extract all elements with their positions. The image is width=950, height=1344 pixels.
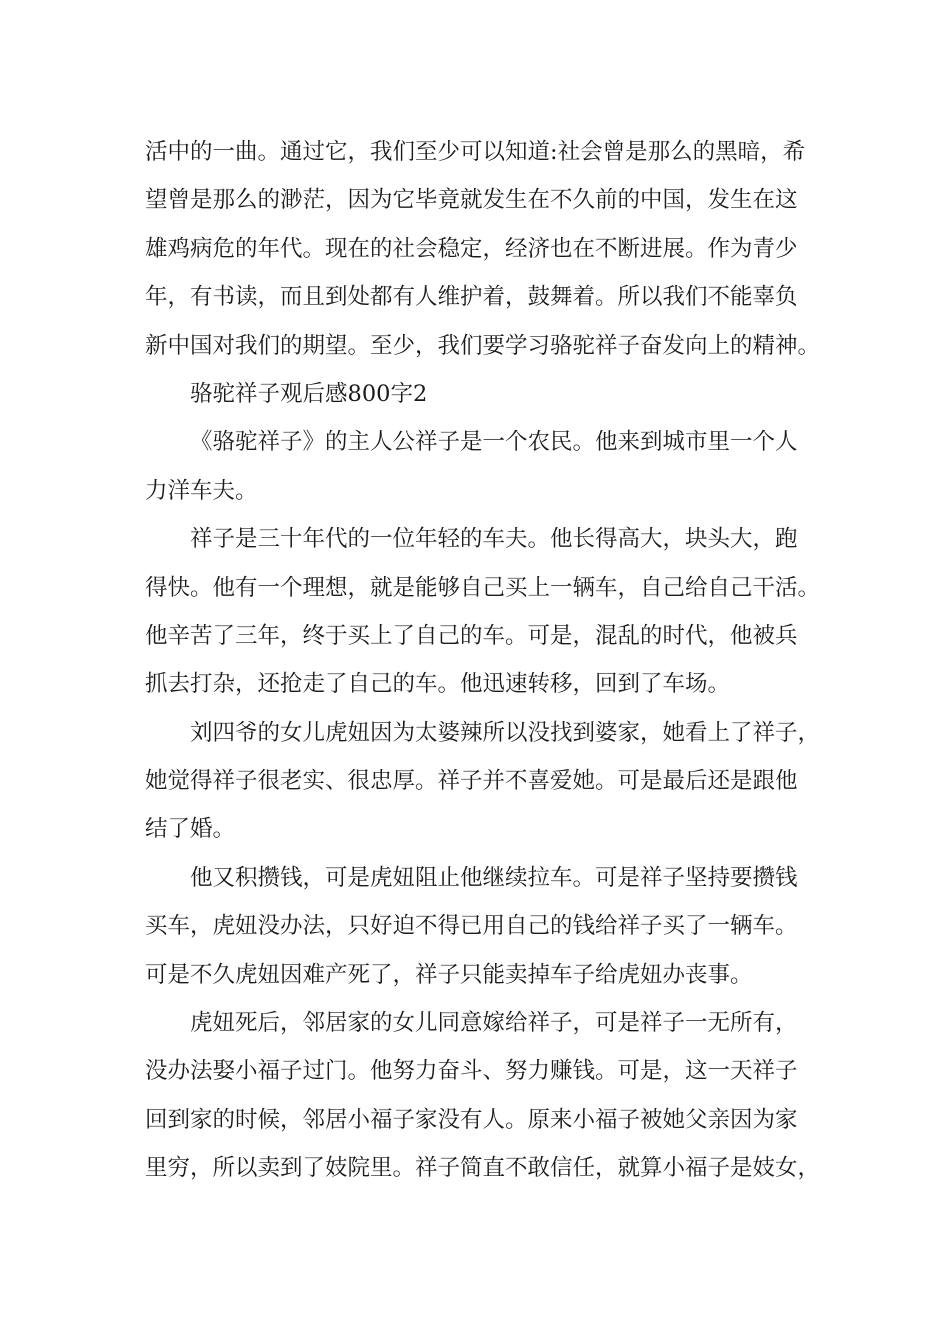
text-line: 虎妞死后，邻居家的女儿同意嫁给祥子，可是祥子一无所有，: [190, 1010, 798, 1037]
text-line: 力洋车夫。: [145, 477, 258, 504]
text-line: 活中的一曲。通过它，我们至少可以知道:社会曾是那么的黑暗，希: [145, 139, 806, 165]
text-line: 可是不久虎妞因难产死了，祥子只能卖掉车子给虎妞办丧事。: [145, 961, 753, 988]
text-line: 祥子是三十年代的一位年轻的车夫。他长得高大，块头大，跑: [190, 526, 798, 553]
text-line: 结了婚。: [145, 816, 236, 843]
text-line: 她觉得祥子很老实、很忠厚。祥子并不喜爱她。可是最后还是跟他: [145, 768, 798, 795]
text-line: 抓去打杂，还抢走了自己的车。他迅速转移，回到了车场。: [145, 671, 731, 698]
text-line: 年，有书读，而且到处都有人维护着，鼓舞着。所以我们不能辜负: [145, 284, 798, 311]
text-line: 刘四爷的女儿虎妞因为太婆辣所以没找到婆家，她看上了祥子，: [190, 719, 821, 746]
body-text: [145, 128, 825, 1193]
text-line: 《骆驼祥子》的主人公祥子是一个农民。他来到城市里一个人: [190, 429, 798, 456]
text-line: 他辛苦了三年，终于买上了自己的车。可是，混乱的时代，他被兵: [145, 622, 798, 649]
text-line: 买车，虎妞没办法，只好迫不得已用自己的钱给祥子买了一辆车。: [145, 913, 798, 940]
section-heading: 骆驼祥子观后感800字2: [190, 380, 428, 407]
text-line: 得快。他有一个理想，就是能够自己买上一辆车，自己给自己干活。: [145, 574, 821, 601]
text-line: 他又积攒钱，可是虎妞阻止他继续拉车。可是祥子坚持要攒钱: [190, 864, 798, 891]
text-line: 里穷，所以卖到了妓院里。祥子简直不敢信任，就算小福子是妓女，: [145, 1155, 821, 1182]
text-line: 没办法娶小福子过门。他努力奋斗、努力赚钱。可是，这一天祥子: [145, 1058, 798, 1085]
text-line: 望曾是那么的渺茫，因为它毕竟就发生在不久前的中国，发生在这: [145, 187, 798, 214]
text-line: 回到家的时候，邻居小福子家没有人。原来小福子被她父亲因为家: [145, 1106, 798, 1133]
text-line: 新中国对我们的期望。至少，我们要学习骆驼祥子奋发向上的精神。: [145, 332, 821, 359]
text-line: 雄鸡病危的年代。现在的社会稳定，经济也在不断进展。作为青少: [145, 235, 798, 262]
